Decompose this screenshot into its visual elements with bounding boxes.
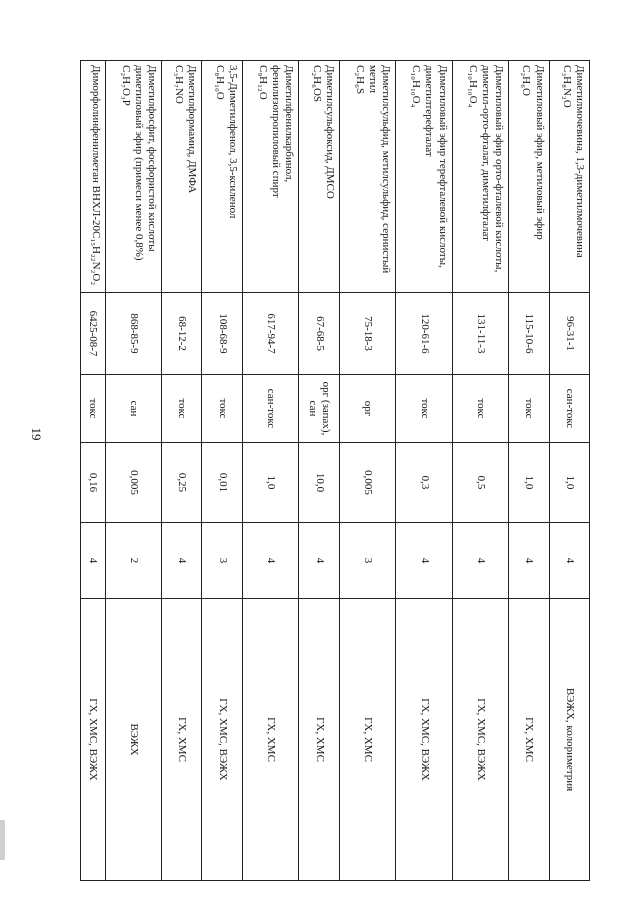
table-row — [452, 61, 508, 881]
analysis-method: ГХ, ХМС, ВЭЖХ — [396, 599, 452, 881]
mac-value: 1,0 — [549, 443, 589, 523]
table-row — [202, 61, 242, 881]
substance-name-cell — [202, 61, 242, 293]
substance-name: Диморфолинфенилметан ВНХЛ-20С₁₅H₂₂N₂O₂ — [89, 65, 102, 286]
substance-name-cell — [242, 61, 298, 293]
analysis-method: ГХ, ХМС — [242, 599, 298, 881]
substance-name: Диметилфенилкарбинол, фенилизопропиловый спирт — [270, 65, 296, 198]
substance-name-cell — [339, 61, 395, 293]
analysis-method: ГХ, ХМС — [299, 599, 339, 881]
mac-value: 1,0 — [509, 443, 549, 523]
hazard-class: 4 — [509, 523, 549, 599]
mac-value: 1,0 — [242, 443, 298, 523]
hazard-class: 4 — [452, 523, 508, 599]
hazard-class: 3 — [202, 523, 242, 599]
hazard-indicator: токс — [396, 375, 452, 443]
mac-value: 0,25 — [161, 443, 201, 523]
table-row — [549, 61, 589, 881]
cas-number: 67-68-5 — [299, 293, 339, 375]
table-row — [396, 61, 452, 881]
substance-formula: C₁₀H₁₀O₄ — [410, 65, 423, 108]
substance-formula: C₉H₁₂O — [256, 65, 269, 100]
mac-value: 0,3 — [396, 443, 452, 523]
hazard-class: 4 — [242, 523, 298, 599]
cas-number: 617-94-7 — [242, 293, 298, 375]
analysis-method: ГХ, ХМС, ВЭЖХ — [81, 599, 106, 881]
cas-number: 108-68-9 — [202, 293, 242, 375]
hazard-class: 2 — [105, 523, 161, 599]
substance-name-cell — [549, 61, 589, 293]
substance-name: Диметиловый эфир, метиловый эфир — [533, 65, 546, 240]
table-row — [509, 61, 549, 881]
substance-formula: C₂H₇O₃P — [119, 65, 132, 106]
analysis-method: ГХ, ХМС — [339, 599, 395, 881]
hazard-indicator: токс — [452, 375, 508, 443]
mac-value: 0,01 — [202, 443, 242, 523]
analysis-method: ГХ, ХМС, ВЭЖХ — [202, 599, 242, 881]
table-row — [105, 61, 161, 881]
mac-value: 0,16 — [81, 443, 106, 523]
cas-number: 75-18-3 — [339, 293, 395, 375]
hazard-class: 4 — [549, 523, 589, 599]
substance-name: Диметилформамид, ДМФА — [186, 65, 199, 194]
substance-name: Диметилсульфид, метилсульфид, сернистый метил — [367, 65, 393, 274]
hazard-class: 4 — [81, 523, 106, 599]
scan-edge-mark — [0, 820, 5, 860]
hazard-indicator: сан — [105, 375, 161, 443]
analysis-method: ГХ, ХМС — [161, 599, 201, 881]
cas-number: 115-10-6 — [509, 293, 549, 375]
table-row — [161, 61, 201, 881]
substance-name: Диметилсульфоксид, ДМСО — [323, 65, 336, 199]
substance-formula: C₃H₈N₂O — [560, 65, 573, 108]
cas-number: 120-61-6 — [396, 293, 452, 375]
substance-name-cell — [396, 61, 452, 293]
mac-value: 0,5 — [452, 443, 508, 523]
substances-table — [80, 60, 590, 881]
hazard-class: 4 — [299, 523, 339, 599]
hazard-indicator: орг — [339, 375, 395, 443]
rotated-table-container — [80, 60, 590, 880]
substance-name-cell — [509, 61, 549, 293]
analysis-method: ГХ, ХМС — [509, 599, 549, 881]
substance-name-cell — [452, 61, 508, 293]
hazard-indicator: сан-токс — [549, 375, 589, 443]
cas-number: 96-31-1 — [549, 293, 589, 375]
hazard-indicator: орг (запах), сан — [299, 375, 339, 443]
hazard-class: 4 — [161, 523, 201, 599]
substance-formula: C₃H₇NO — [173, 65, 186, 104]
analysis-method: ВЭЖХ — [105, 599, 161, 881]
hazard-class: 4 — [396, 523, 452, 599]
substance-formula: C₂H₆OS — [310, 65, 323, 103]
mac-value: 10,0 — [299, 443, 339, 523]
mac-value: 0,005 — [105, 443, 161, 523]
substance-formula: C₁₀H₁₀O₄ — [466, 65, 479, 108]
table-row — [81, 61, 106, 881]
analysis-method: ВЭЖХ, колориметрия — [549, 599, 589, 881]
cas-number: 131-11-3 — [452, 293, 508, 375]
substance-name: Диметиловый эфир терефталевой кислоты, диметилтерефталат — [423, 65, 449, 268]
substance-formula: C₈H₁₀O — [213, 65, 226, 100]
mac-value: 0,005 — [339, 443, 395, 523]
substance-name-cell — [81, 61, 106, 293]
page-number: 19 — [29, 427, 44, 441]
hazard-class: 3 — [339, 523, 395, 599]
substance-name-cell — [161, 61, 201, 293]
substance-name-cell — [299, 61, 339, 293]
substance-name: Диметилфосфит, фосфористой кислоты диметиловый эфир (примеси менее 0,8%) — [132, 65, 158, 261]
table-row — [242, 61, 298, 881]
table-row — [339, 61, 395, 881]
hazard-indicator: токс — [509, 375, 549, 443]
substance-name-cell — [105, 61, 161, 293]
substance-name: 3,5-Диметилфенол, 3,5-ксиленол — [226, 65, 239, 219]
cas-number: 6425-08-7 — [81, 293, 106, 375]
hazard-indicator: токс — [81, 375, 106, 443]
hazard-indicator: сан-токс — [242, 375, 298, 443]
table-row — [299, 61, 339, 881]
hazard-indicator: токс — [161, 375, 201, 443]
cas-number: 868-85-9 — [105, 293, 161, 375]
substance-name: Диметилмочевина, 1,3-диметилмочевина — [574, 65, 586, 258]
substance-formula: C₂H₆S — [353, 65, 366, 95]
analysis-method: ГХ, ХМС, ВЭЖХ — [452, 599, 508, 881]
table-body — [81, 61, 590, 881]
hazard-indicator: токс — [202, 375, 242, 443]
substance-formula: C₂H₆O — [520, 65, 533, 96]
substance-name: Диметиловый эфир орто-фталевой кислоты, диметил-орто-фталат, диметилфталат — [479, 65, 506, 273]
cas-number: 68-12-2 — [161, 293, 201, 375]
